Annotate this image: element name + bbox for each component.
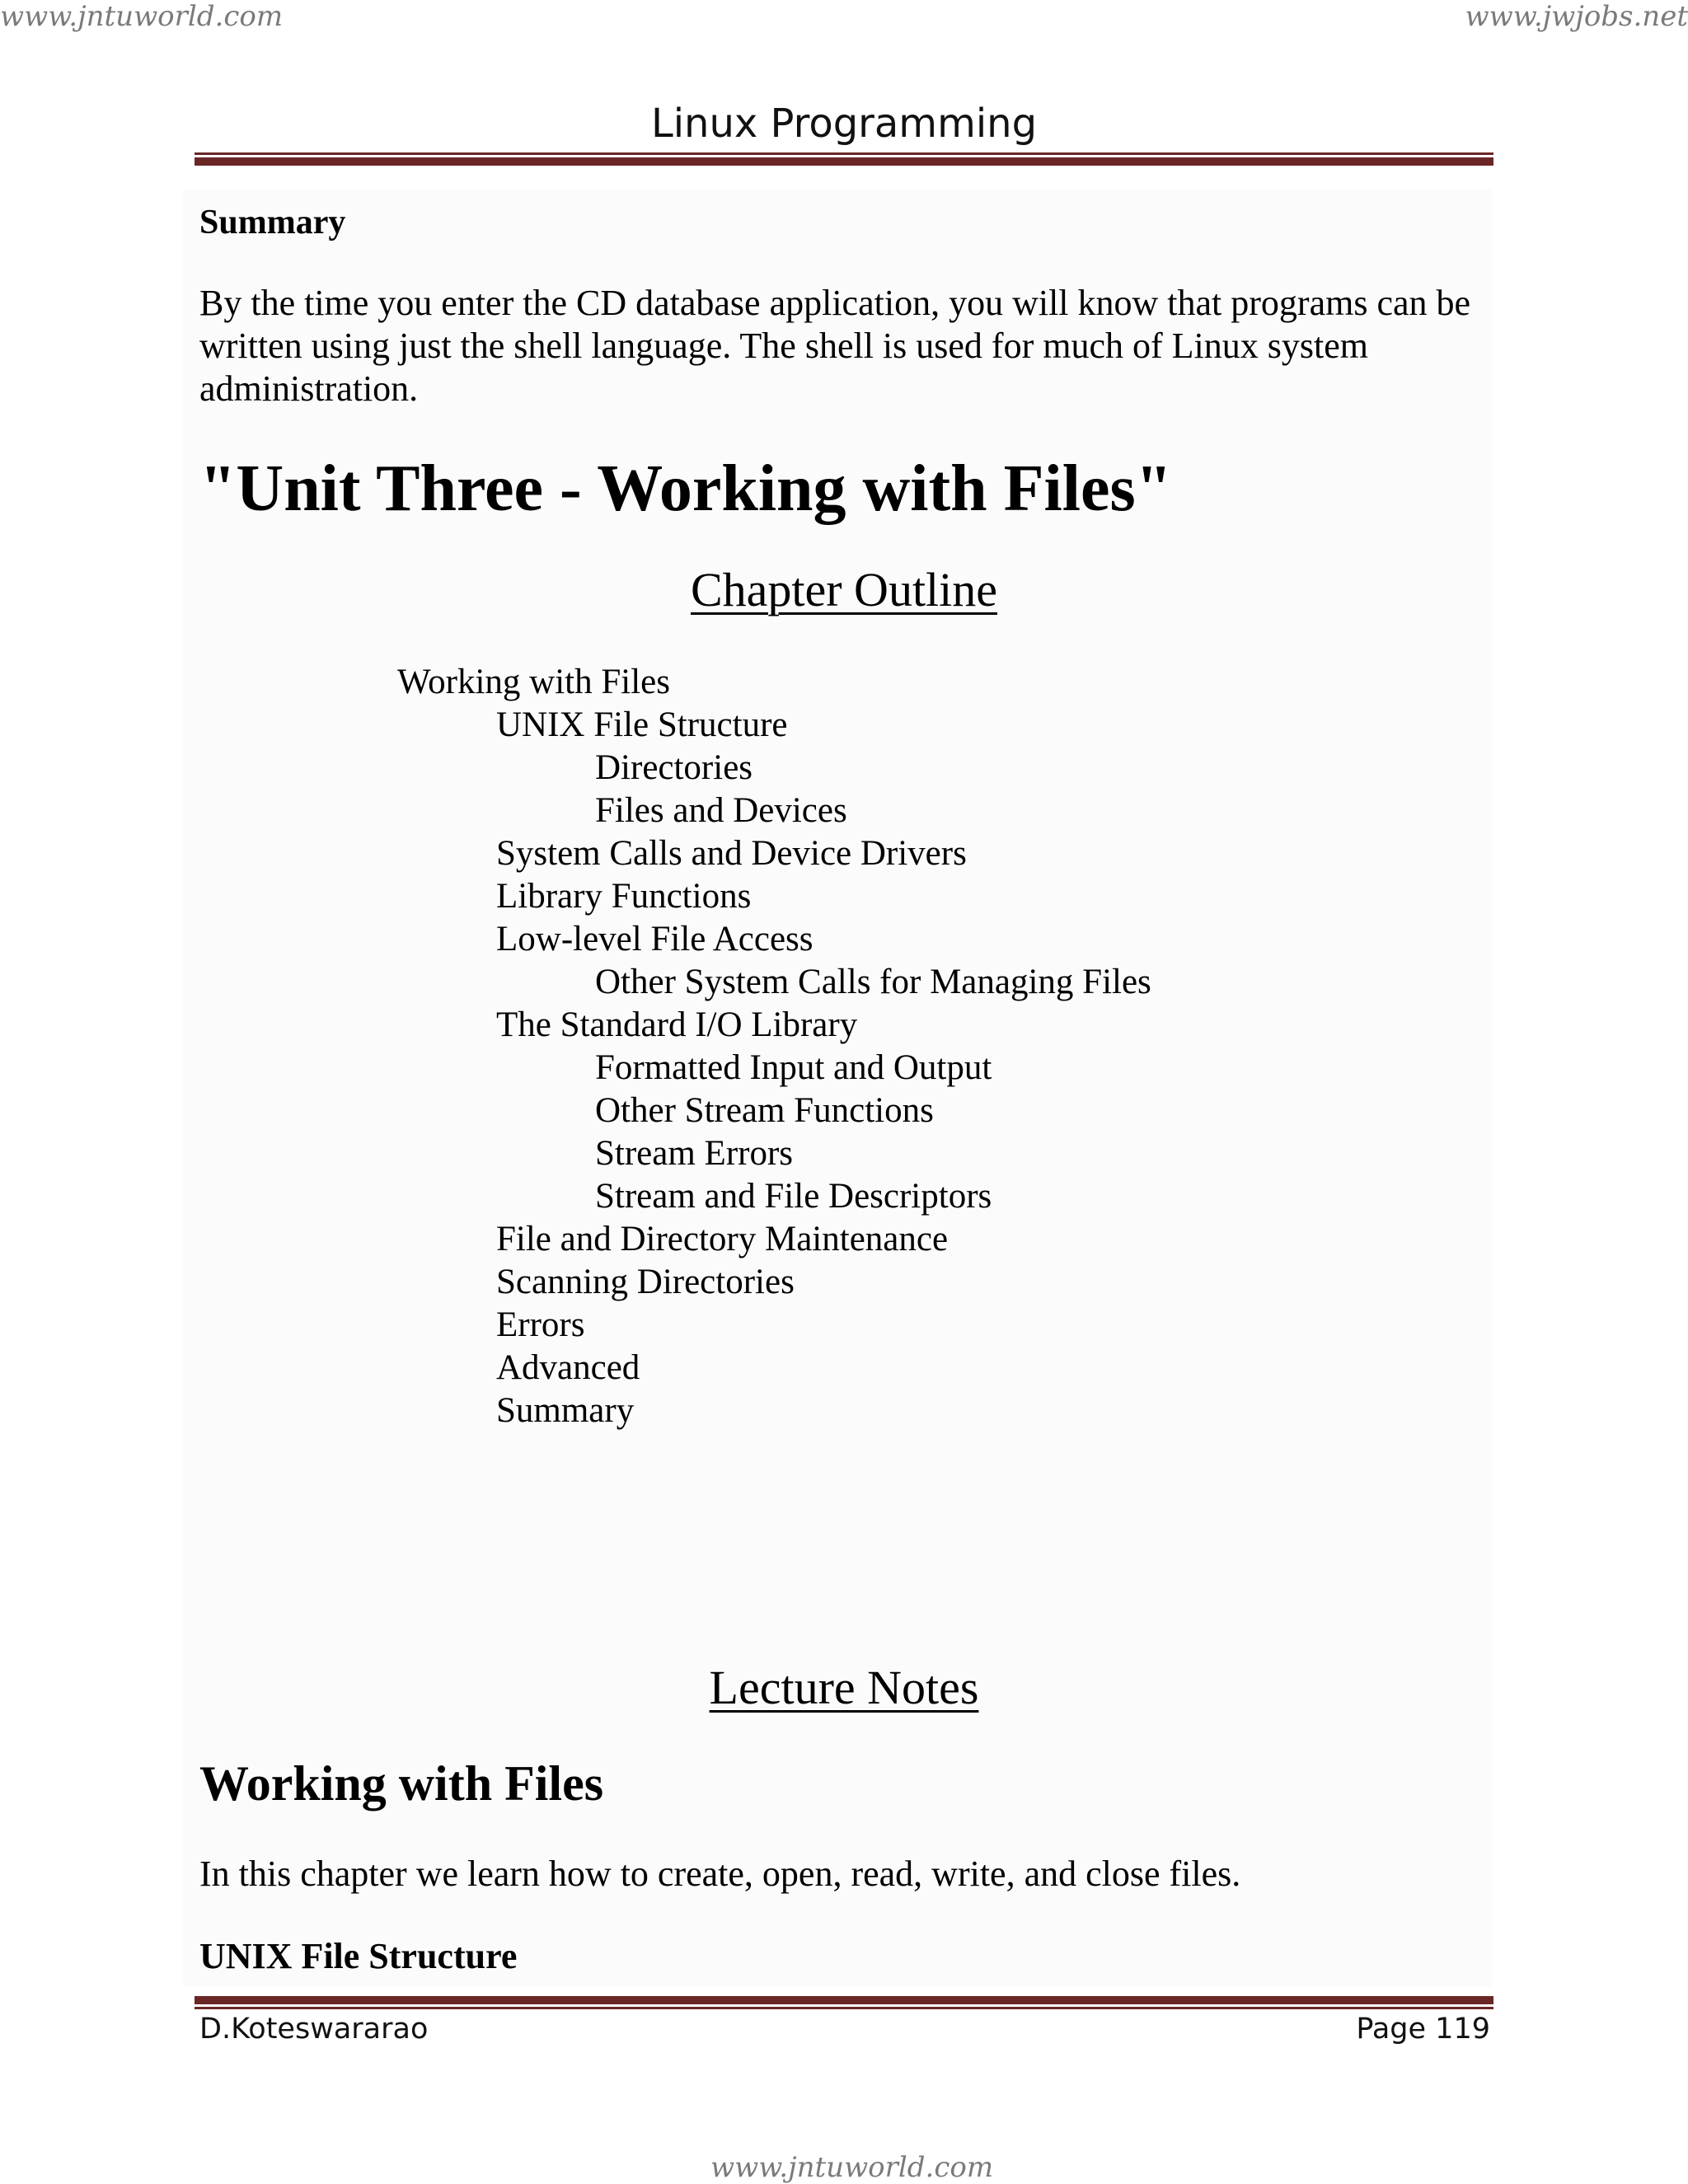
- outline-item: Other System Calls for Managing Files: [595, 963, 1151, 1001]
- outline-item: Summary: [496, 1391, 635, 1430]
- outline-item: Other Stream Functions: [595, 1091, 934, 1130]
- outline-item: Directories: [595, 748, 753, 787]
- outline-item: Files and Devices: [595, 791, 847, 830]
- subsection-heading: UNIX File Structure: [199, 1936, 518, 1976]
- section-heading: Working with Files: [199, 1756, 604, 1811]
- watermark-bottom: www.jntuworld.com: [710, 2151, 994, 2184]
- outline-item: System Calls and Device Drivers: [496, 834, 967, 873]
- outline-item: UNIX File Structure: [496, 705, 788, 744]
- outline-item: The Standard I/O Library: [496, 1005, 858, 1044]
- watermark-top-right: www.jwjobs.net: [1465, 0, 1688, 33]
- unit-title: "Unit Three - Working with Files": [199, 452, 1173, 525]
- summary-paragraph: By the time you enter the CD database application, you will know that programs can be written using just the shell language. The shell is used for much of Linux system administration.: [199, 283, 1471, 409]
- watermark-top-left: www.jntuworld.com: [0, 0, 284, 33]
- footer-rule-thick: [195, 1996, 1493, 2004]
- lecture-notes-heading: Lecture Notes: [709, 1661, 979, 1714]
- header-rule-thick: [195, 157, 1493, 166]
- header-rule-thin: [195, 152, 1493, 155]
- footer-rule-thin: [195, 2007, 1493, 2009]
- outline-item: Library Functions: [496, 877, 752, 916]
- outline-item: Advanced: [496, 1348, 640, 1387]
- outline-item: Low-level File Access: [496, 920, 814, 958]
- outline-item: Scanning Directories: [496, 1263, 795, 1301]
- chapter-outline-list: [397, 661, 1151, 1432]
- chapter-outline-heading: Chapter Outline: [690, 563, 998, 616]
- outline-item: Stream and File Descriptors: [595, 1177, 992, 1216]
- section-paragraph: In this chapter we learn how to create, open, read, write, and close files.: [199, 1854, 1241, 1894]
- running-header-title: Linux Programming: [650, 101, 1038, 147]
- outline-item: Formatted Input and Output: [595, 1048, 992, 1087]
- outline-item: File and Directory Maintenance: [496, 1220, 949, 1258]
- outline-item: Working with Files: [397, 663, 670, 701]
- footer-page-number: Page 119: [1356, 2013, 1490, 2046]
- summary-heading: Summary: [199, 204, 346, 241]
- outline-item: Errors: [496, 1305, 585, 1344]
- outline-item: Stream Errors: [595, 1134, 794, 1173]
- footer-author: D.Koteswararao: [199, 2013, 429, 2046]
